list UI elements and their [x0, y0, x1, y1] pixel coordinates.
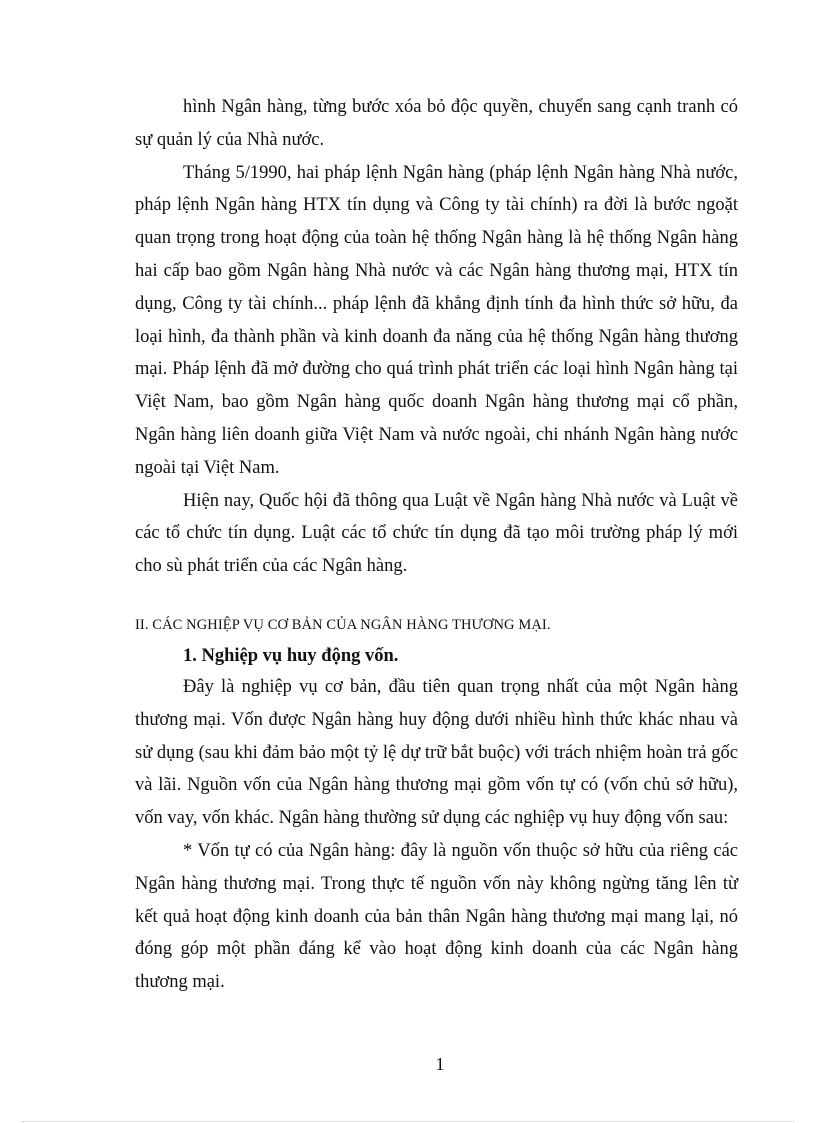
section-heading: II. CÁC NGHIỆP VỤ CƠ BẢN CỦA NGÂN HÀNG THƯƠNG MẠI. [135, 616, 551, 633]
page-number: 1 [435, 1054, 445, 1074]
paragraph-current-laws: Hiện nay, Quốc hội đã thông qua Luật về Ngân hàng Nhà nước và Luật về các tổ chức tín dụng. Luật các tổ chức tín dụng đã tạo môi trường pháp lý mới cho sù phát triển của các Ngân hàng. [135, 490, 738, 577]
paragraph-continuation: hình Ngân hàng, từng bước xóa bỏ độc quyền, chuyển sang cạnh tranh có sự quản lý của Nhà nước. [135, 97, 738, 150]
document-body [135, 91, 738, 999]
section-gap [135, 583, 738, 609]
paragraph-deposit-mobilization: Đây là nghiệp vụ cơ bản, đầu tiên quan trọng nhất của một Ngân hàng thương mại. Vốn được Ngân hàng huy động dưới nhiều hình thức khác nhau và sử dụng (sau khi đảm bảo một tỷ lệ dự trữ bắt buộc) với trách nhiệm hoàn trả gốc và lãi. Nguồn vốn của Ngân hàng thương mại gồm vốn tự có (vốn chủ sở hữu), vốn vay, vốn khác. Ngân hàng thường sử dụng các nghiệp vụ huy động vốn sau: [135, 676, 738, 829]
subsection-heading: 1. Nghiệp vụ huy động vốn. [183, 645, 399, 666]
paragraph-own-capital: * Vốn tự có của Ngân hàng: đây là nguồn vốn thuộc sở hữu của riêng các Ngân hàng thương mại. Trong thực tế nguồn vốn này không ngừng tăng lên từ kết quả hoạt động kinh doanh của bản thân Ngân hàng thương mại mang lại, nó đóng góp một phần đáng kể vào hoạt động kinh doanh của các Ngân hàng thương mại. [135, 840, 738, 993]
page-bottom-divider [22, 1121, 794, 1122]
paragraph-1990-ordinances: Tháng 5/1990, hai pháp lệnh Ngân hàng (pháp lệnh Ngân hàng Nhà nước, pháp lệnh Ngân hàng HTX tín dụng và Công ty tài chính) ra đời là bước ngoặt quan trọng trong hoạt động của toàn hệ thống Ngân hàng là hệ thống Ngân hàng hai cấp bao gồm Ngân hàng Nhà nước và các Ngân hàng thương mại, HTX tín dụng, Công ty tài chính... pháp lệnh đã khẳng định tính đa hình thức sở hữu, đa loại hình, đa thành phần và kinh doanh đa năng của hệ thống Ngân hàng thương mại. Pháp lệnh đã mở đường cho quá trình phát triển các loại hình Ngân hàng tại Việt Nam, bao gồm Ngân hàng quốc doanh Ngân hàng thương mại cổ phần, Ngân hàng liên doanh giữa Việt Nam và nước ngoài, chi nhánh Ngân hàng nước ngoài tại Việt Nam. [135, 162, 738, 478]
